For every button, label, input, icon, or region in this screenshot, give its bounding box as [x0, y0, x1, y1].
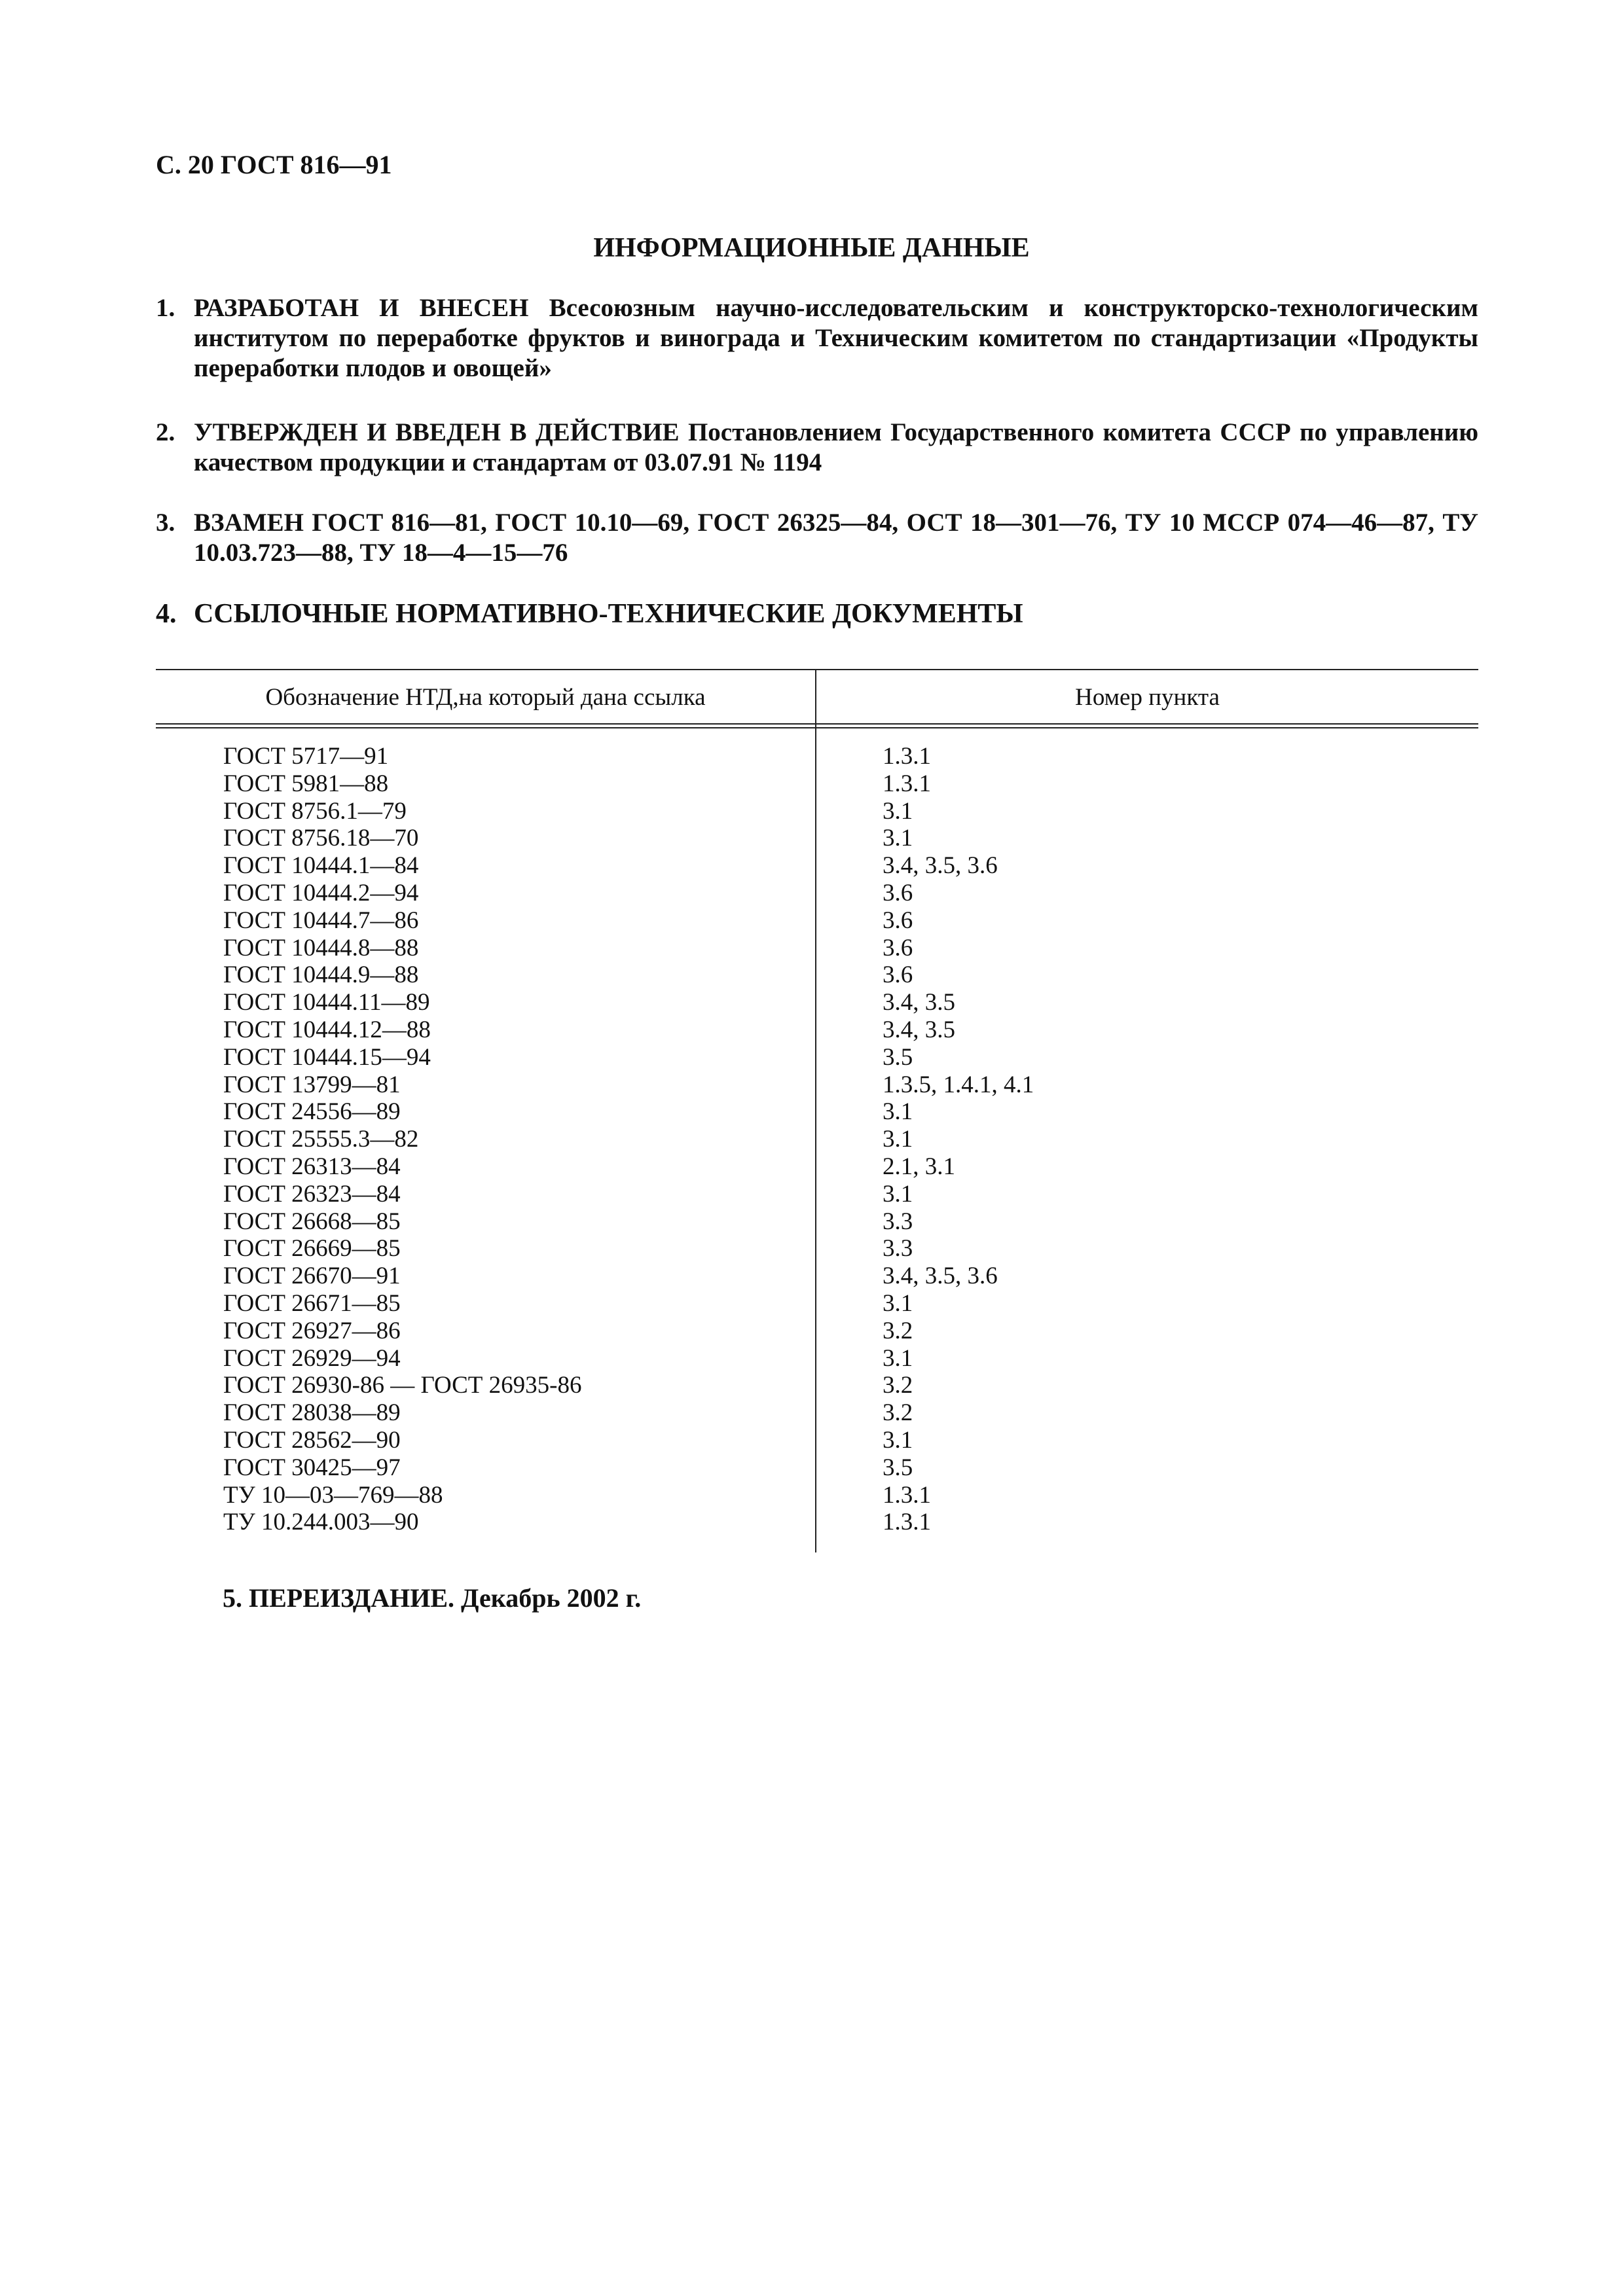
table-row	[156, 1044, 1478, 1071]
clause-number-cell: 3.1	[883, 1180, 913, 1208]
section-references	[156, 599, 1478, 629]
clause-number-cell: 3.6	[883, 934, 913, 961]
section-number: 4.	[156, 599, 177, 629]
clause-number-cell: 3.4, 3.5	[883, 1016, 955, 1043]
clause-number-cell: 3.1	[883, 1344, 913, 1372]
table-row	[156, 907, 1478, 935]
clause-number-cell: 3.3	[883, 1235, 913, 1263]
clause-number-cell: 3.1	[883, 825, 913, 852]
document-designation-cell: ГОСТ 26668—85	[223, 1208, 401, 1235]
table-row	[156, 1016, 1478, 1044]
table-row	[156, 1454, 1478, 1482]
section-lead: РАЗРАБОТАН И ВНЕСЕН	[194, 294, 529, 322]
document-designation-cell: ГОСТ 26671—85	[223, 1289, 401, 1317]
table-row	[156, 1235, 1478, 1263]
section-approved	[156, 418, 1478, 478]
section-text: Постановлением Государственного комитета СССР по управлению качеством продукции и стандартам от 03.07.91 № 1194	[194, 418, 1479, 476]
clause-number-cell: 3.1	[883, 1098, 913, 1126]
section-lead: ВЗАМЕН	[194, 509, 304, 537]
clause-number-cell: 1.3.1	[883, 1509, 931, 1536]
section-text: Декабрь 2002 г.	[461, 1583, 642, 1613]
clause-number-cell: 3.3	[883, 1208, 913, 1235]
table-row	[156, 798, 1478, 825]
section-lead: ССЫЛОЧНЫЕ НОРМАТИВНО-ТЕХНИЧЕСКИЕ ДОКУМЕНТЫ	[194, 599, 1023, 629]
document-designation-cell: ГОСТ 30425—97	[223, 1454, 401, 1481]
table-row	[156, 1318, 1478, 1345]
table-row	[156, 1509, 1478, 1536]
document-designation-cell: ГОСТ 13799—81	[223, 1071, 401, 1098]
section-text: ГОСТ 816—81, ГОСТ 10.10—69, ГОСТ 26325—84, ОСТ 18—301—76, ТУ 10 МССР 074—46—87, ТУ 10.03.723—88, ТУ 18—4—15—76	[194, 509, 1478, 567]
section-number: 1.	[156, 294, 175, 322]
clause-number-cell: 3.2	[883, 1317, 913, 1344]
clause-number-cell: 3.1	[883, 1426, 913, 1454]
document-designation-cell: ГОСТ 10444.1—84	[223, 852, 419, 880]
clause-number-cell: 3.1	[883, 1289, 913, 1317]
document-designation-cell: ГОСТ 26323—84	[223, 1180, 401, 1208]
section-lead: ПЕРЕИЗДАНИЕ.	[249, 1583, 455, 1613]
document-designation-cell: ТУ 10—03—769—88	[223, 1481, 443, 1509]
section-number: 5.	[223, 1583, 242, 1613]
document-designation-cell: ГОСТ 24556—89	[223, 1098, 401, 1126]
clause-number-cell: 3.2	[883, 1399, 913, 1427]
document-title: ИНФОРМАЦИОННЫЕ ДАННЫЕ	[593, 233, 1030, 263]
table-row	[156, 743, 1478, 770]
table-row	[156, 1399, 1478, 1427]
table-row	[156, 989, 1478, 1016]
table-header-rule-double	[156, 727, 1478, 728]
table-row	[156, 1372, 1478, 1399]
clause-number-cell: 3.4, 3.5, 3.6	[883, 852, 998, 880]
document-designation-cell: ГОСТ 26929—94	[223, 1344, 401, 1372]
document-designation-cell: ГОСТ 10444.12—88	[223, 1016, 431, 1043]
document-designation-cell: ГОСТ 8756.18—70	[223, 825, 419, 852]
column-header-clause: Номер пункта	[1075, 684, 1220, 711]
document-designation-cell: ГОСТ 10444.15—94	[223, 1043, 431, 1071]
document-designation-cell: ГОСТ 28562—90	[223, 1426, 401, 1454]
table-row	[156, 880, 1478, 907]
document-designation-cell: ГОСТ 26669—85	[223, 1235, 401, 1263]
document-designation-cell: ГОСТ 26930-86 — ГОСТ 26935-86	[223, 1372, 582, 1399]
document-designation-cell: ГОСТ 26927—86	[223, 1317, 401, 1344]
clause-number-cell: 1.3.1	[883, 1481, 931, 1509]
clause-number-cell: 3.1	[883, 1126, 913, 1153]
clause-number-cell: 3.6	[883, 961, 913, 989]
clause-number-cell: 3.4, 3.5, 3.6	[883, 1263, 998, 1290]
clause-number-cell: 3.6	[883, 879, 913, 906]
document-designation-cell: ГОСТ 8756.1—79	[223, 797, 407, 825]
clause-number-cell: 3.4, 3.5	[883, 989, 955, 1016]
section-replaces	[156, 508, 1478, 568]
table-body	[156, 743, 1478, 1536]
table-row	[156, 1427, 1478, 1454]
table-row	[156, 852, 1478, 880]
document-designation-cell: ГОСТ 10444.11—89	[223, 989, 430, 1016]
clause-number-cell: 3.5	[883, 1454, 913, 1481]
clause-number-cell: 3.6	[883, 906, 913, 934]
document-designation-cell: ГОСТ 26313—84	[223, 1153, 401, 1180]
clause-number-cell: 1.3.1	[883, 770, 931, 797]
section-lead: УТВЕРЖДЕН И ВВЕДЕН В ДЕЙСТВИЕ	[194, 418, 680, 446]
document-designation-cell: ГОСТ 25555.3—82	[223, 1126, 419, 1153]
table-row	[156, 1181, 1478, 1208]
clause-number-cell: 3.5	[883, 1043, 913, 1071]
section-number: 2.	[156, 418, 175, 446]
section-number: 3.	[156, 509, 175, 537]
table-row	[156, 770, 1478, 798]
section-developed	[156, 293, 1478, 384]
clause-number-cell: 2.1, 3.1	[883, 1153, 955, 1180]
column-header-document: Обозначение НТД,на который дана ссылка	[265, 684, 706, 711]
page-header: С. 20 ГОСТ 816—91	[156, 150, 392, 179]
table-header-rule	[156, 723, 1478, 725]
table-row	[156, 825, 1478, 852]
document-designation-cell: ГОСТ 10444.7—86	[223, 906, 419, 934]
table-row	[156, 1345, 1478, 1372]
clause-number-cell: 3.1	[883, 797, 913, 825]
table-row	[156, 1071, 1478, 1099]
table-row	[156, 935, 1478, 962]
clause-number-cell: 3.2	[883, 1372, 913, 1399]
table-row	[156, 1290, 1478, 1318]
clause-number-cell: 1.3.5, 1.4.1, 4.1	[883, 1071, 1034, 1098]
clause-number-cell: 1.3.1	[883, 743, 931, 770]
document-designation-cell: ГОСТ 5717—91	[223, 743, 389, 770]
document-designation-cell: ГОСТ 10444.2—94	[223, 879, 419, 906]
table-row	[156, 1126, 1478, 1153]
table-row	[156, 1208, 1478, 1236]
document-designation-cell: ГОСТ 5981—88	[223, 770, 389, 797]
document-designation-cell: ТУ 10.244.003—90	[223, 1509, 419, 1536]
table-row	[156, 1098, 1478, 1126]
section-reissue	[223, 1583, 641, 1613]
document-designation-cell: ГОСТ 10444.9—88	[223, 961, 419, 989]
document-designation-cell: ГОСТ 26670—91	[223, 1263, 401, 1290]
table-row	[156, 961, 1478, 989]
section-text: Всесоюзным научно-исследовательским и конструкторско-технологическим институтом по переработке фруктов и винограда и Техническим комитетом по стандартизации «Продукты переработки плодов и овощей»	[194, 294, 1478, 382]
table-row	[156, 1153, 1478, 1181]
table-row	[156, 1482, 1478, 1509]
table-top-rule	[156, 669, 1478, 670]
table-row	[156, 1263, 1478, 1290]
document-designation-cell: ГОСТ 28038—89	[223, 1399, 401, 1427]
document-designation-cell: ГОСТ 10444.8—88	[223, 934, 419, 961]
